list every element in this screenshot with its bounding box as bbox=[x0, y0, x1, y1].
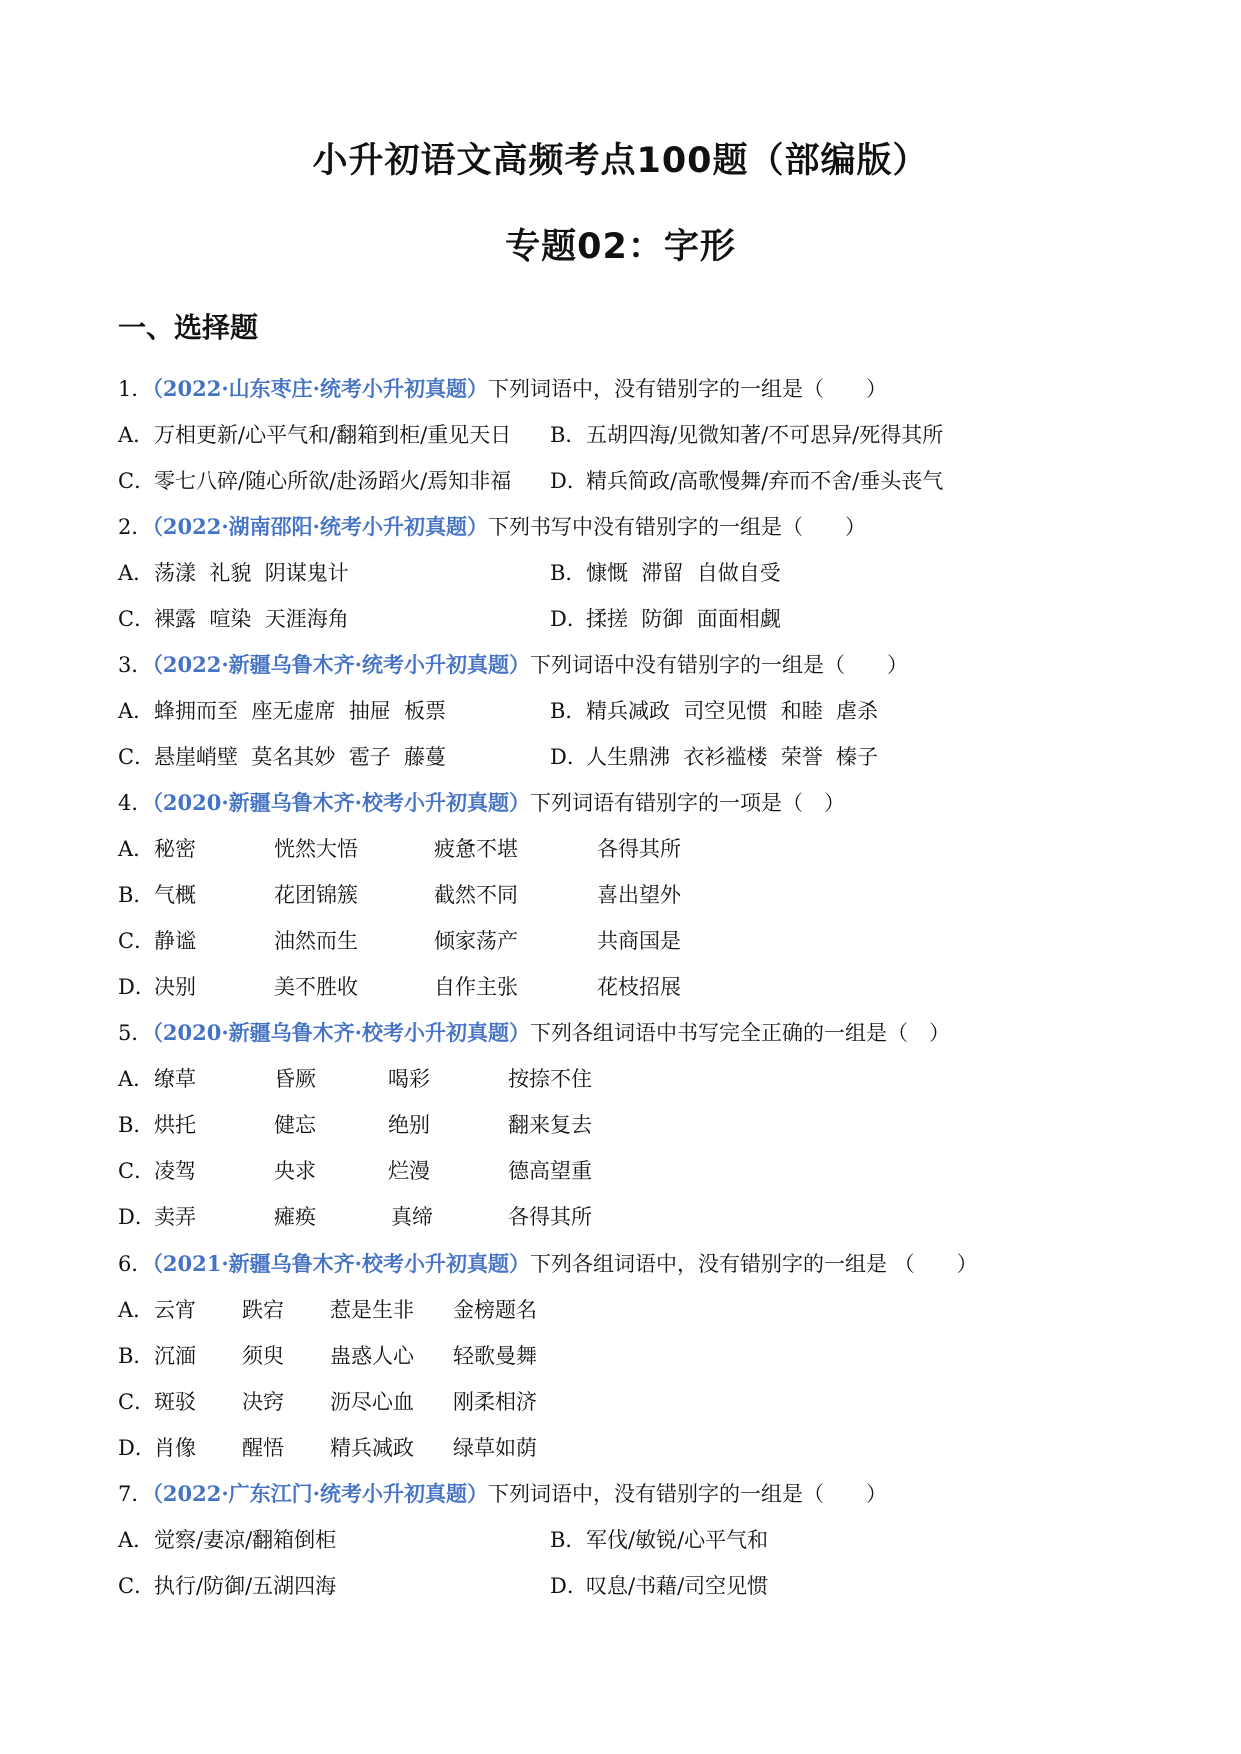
question-text: 下列书写中没有错别字的一组是（ ） bbox=[487, 515, 866, 539]
option-text: 五胡四海/见微知著/不可思异/死得其所 bbox=[586, 423, 944, 447]
option-text: 裸露 喧染 天涯海角 bbox=[154, 607, 349, 631]
option-label: A． bbox=[118, 699, 155, 723]
question-source: （2022·湖南邵阳·统考小升初真题） bbox=[152, 514, 488, 539]
option-label: B． bbox=[118, 883, 155, 907]
option-word: 沥尽心血 bbox=[330, 1390, 414, 1414]
option-word: 各得其所 bbox=[597, 837, 681, 861]
option-word: 绝别 bbox=[388, 1113, 430, 1137]
option-word: 疲惫不堪 bbox=[434, 837, 518, 861]
option-word: 决窍 bbox=[242, 1390, 284, 1414]
question-number: 6． bbox=[118, 1252, 153, 1276]
option-word: 烘托 bbox=[154, 1113, 196, 1137]
option-text: 悬崖峭壁 莫名其妙 雹子 藤蔓 bbox=[154, 745, 447, 769]
option-word: 翻来复去 bbox=[508, 1113, 592, 1137]
option-label: D． bbox=[550, 745, 588, 769]
question-stem bbox=[118, 1018, 950, 1048]
question-text: 下列各组词语中书写完全正确的一组是（ ） bbox=[529, 1021, 950, 1045]
question-text: 下列词语中，没有错别字的一组是（ ） bbox=[487, 1482, 887, 1506]
option-word: 沉湎 bbox=[154, 1344, 196, 1368]
option-word: 健忘 bbox=[274, 1113, 316, 1137]
option-word: 惹是生非 bbox=[330, 1298, 414, 1322]
option-word: 卖弄 bbox=[154, 1205, 196, 1229]
option-label: B． bbox=[118, 1113, 155, 1137]
question-number: 5． bbox=[118, 1021, 153, 1045]
option-word: 决别 bbox=[154, 975, 196, 999]
question-stem bbox=[118, 1479, 887, 1509]
option-label: B． bbox=[550, 699, 587, 723]
question-stem bbox=[118, 374, 887, 404]
option-text: 精兵简政/高歌慢舞/弃而不舍/垂头丧气 bbox=[586, 469, 944, 493]
option-word: 气概 bbox=[154, 883, 196, 907]
option-label: D． bbox=[118, 975, 156, 999]
option-word: 秘密 bbox=[154, 837, 196, 861]
option-word: 刚柔相济 bbox=[453, 1390, 537, 1414]
option-label: B． bbox=[118, 1344, 155, 1368]
option-text: 揉搓 防御 面面相觑 bbox=[586, 607, 781, 631]
option-label: C． bbox=[118, 1574, 156, 1598]
question-text: 下列各组词语中，没有错别字的一组是 （ ） bbox=[529, 1252, 978, 1276]
option-word: 德高望重 bbox=[508, 1159, 592, 1183]
option-word: 精兵减政 bbox=[330, 1436, 414, 1460]
doc-title: 小升初语文高频考点100题（部编版） bbox=[312, 141, 929, 181]
option-word: 凌驾 bbox=[154, 1159, 196, 1183]
option-label: A． bbox=[118, 1298, 155, 1322]
option-word: 斑驳 bbox=[154, 1390, 196, 1414]
option-label: C． bbox=[118, 1159, 156, 1183]
option-label: D． bbox=[550, 469, 588, 493]
question-text: 下列词语有错别字的一项是（ ） bbox=[529, 791, 845, 815]
option-word: 倾家荡产 bbox=[434, 929, 518, 953]
option-label: A． bbox=[118, 423, 155, 447]
option-word: 央求 bbox=[274, 1159, 316, 1183]
option-text: 觉察/妻凉/翻箱倒柜 bbox=[154, 1528, 337, 1552]
option-label: D． bbox=[550, 1574, 588, 1598]
option-text: 人生鼎沸 衣衫褴楼 荣誉 榛子 bbox=[586, 745, 879, 769]
option-word: 真缔 bbox=[391, 1205, 433, 1229]
question-number: 1． bbox=[118, 377, 153, 401]
option-word: 喝彩 bbox=[388, 1067, 430, 1091]
option-word: 花团锦簇 bbox=[274, 883, 358, 907]
option-text: 军伐/敏锐/心平气和 bbox=[586, 1528, 769, 1552]
option-word: 烂漫 bbox=[388, 1159, 430, 1183]
option-word: 绿草如荫 bbox=[453, 1436, 537, 1460]
option-label: D． bbox=[118, 1436, 156, 1460]
option-text: 万相更新/心平气和/翻箱到柜/重见天日 bbox=[154, 423, 512, 447]
option-text: 零七八碎/随心所欲/赴汤蹈火/焉知非福 bbox=[154, 469, 512, 493]
option-label: C． bbox=[118, 745, 156, 769]
option-word: 云宵 bbox=[154, 1298, 196, 1322]
option-word: 美不胜收 bbox=[274, 975, 358, 999]
question-source: （2022·广东江门·统考小升初真题） bbox=[152, 1481, 488, 1506]
option-label: B． bbox=[550, 561, 587, 585]
option-text: 叹息/书藉/司空见惯 bbox=[586, 1574, 769, 1598]
option-label: C． bbox=[118, 1390, 156, 1414]
option-text: 蜂拥而至 座无虚席 抽屉 板票 bbox=[154, 699, 447, 723]
question-stem bbox=[118, 788, 845, 818]
option-word: 跌宕 bbox=[242, 1298, 284, 1322]
question-stem bbox=[118, 1249, 978, 1279]
question-source: （2021·新疆乌鲁木齐·校考小升初真题） bbox=[152, 1251, 530, 1276]
option-word: 金榜题名 bbox=[453, 1298, 537, 1322]
option-word: 瘫痪 bbox=[274, 1205, 316, 1229]
option-word: 昏厥 bbox=[274, 1067, 316, 1091]
option-word: 自作主张 bbox=[434, 975, 518, 999]
option-text: 荡漾 礼貌 阴谋鬼计 bbox=[154, 561, 349, 585]
doc-subtitle: 专题02：字形 bbox=[505, 227, 736, 267]
option-label: B． bbox=[550, 423, 587, 447]
option-word: 蛊惑人心 bbox=[330, 1344, 414, 1368]
option-word: 缭草 bbox=[154, 1067, 196, 1091]
section-heading: 一、选择题 bbox=[118, 311, 259, 344]
option-label: A． bbox=[118, 837, 155, 861]
option-text: 精兵减政 司空见惯 和睦 虐杀 bbox=[586, 699, 879, 723]
option-word: 肖像 bbox=[154, 1436, 196, 1460]
option-word: 须臾 bbox=[242, 1344, 284, 1368]
question-text: 下列词语中，没有错别字的一组是（ ） bbox=[487, 377, 887, 401]
option-word: 截然不同 bbox=[434, 883, 518, 907]
question-source: （2020·新疆乌鲁木齐·校考小升初真题） bbox=[152, 790, 530, 815]
option-word: 静谧 bbox=[154, 929, 196, 953]
option-label: A． bbox=[118, 561, 155, 585]
option-word: 花枝招展 bbox=[597, 975, 681, 999]
option-word: 恍然大悟 bbox=[274, 837, 358, 861]
question-source: （2022·山东枣庄·统考小升初真题） bbox=[152, 376, 488, 401]
option-text: 执行/防御/五湖四海 bbox=[154, 1574, 337, 1598]
question-number: 3． bbox=[118, 653, 153, 677]
question-number: 2． bbox=[118, 515, 153, 539]
option-word: 各得其所 bbox=[508, 1205, 592, 1229]
question-stem bbox=[118, 650, 908, 680]
question-number: 7． bbox=[118, 1482, 153, 1506]
option-label: C． bbox=[118, 607, 156, 631]
question-number: 4． bbox=[118, 791, 153, 815]
option-text: 慷慨 滞留 自做自受 bbox=[586, 561, 781, 585]
option-label: C． bbox=[118, 469, 156, 493]
option-label: D． bbox=[118, 1205, 156, 1229]
option-word: 油然而生 bbox=[274, 929, 358, 953]
option-word: 轻歌曼舞 bbox=[453, 1344, 537, 1368]
question-source: （2020·新疆乌鲁木齐·校考小升初真题） bbox=[152, 1020, 530, 1045]
question-source: （2022·新疆乌鲁木齐·统考小升初真题） bbox=[152, 652, 530, 677]
option-label: C． bbox=[118, 929, 156, 953]
option-word: 按捺不住 bbox=[508, 1067, 592, 1091]
question-text: 下列词语中没有错别字的一组是（ ） bbox=[529, 653, 908, 677]
option-label: A． bbox=[118, 1067, 155, 1091]
option-word: 喜出望外 bbox=[597, 883, 681, 907]
option-label: D． bbox=[550, 607, 588, 631]
option-label: B． bbox=[550, 1528, 587, 1552]
option-label: A． bbox=[118, 1528, 155, 1552]
option-word: 共商国是 bbox=[597, 929, 681, 953]
option-word: 醒悟 bbox=[242, 1436, 284, 1460]
question-stem bbox=[118, 512, 866, 542]
